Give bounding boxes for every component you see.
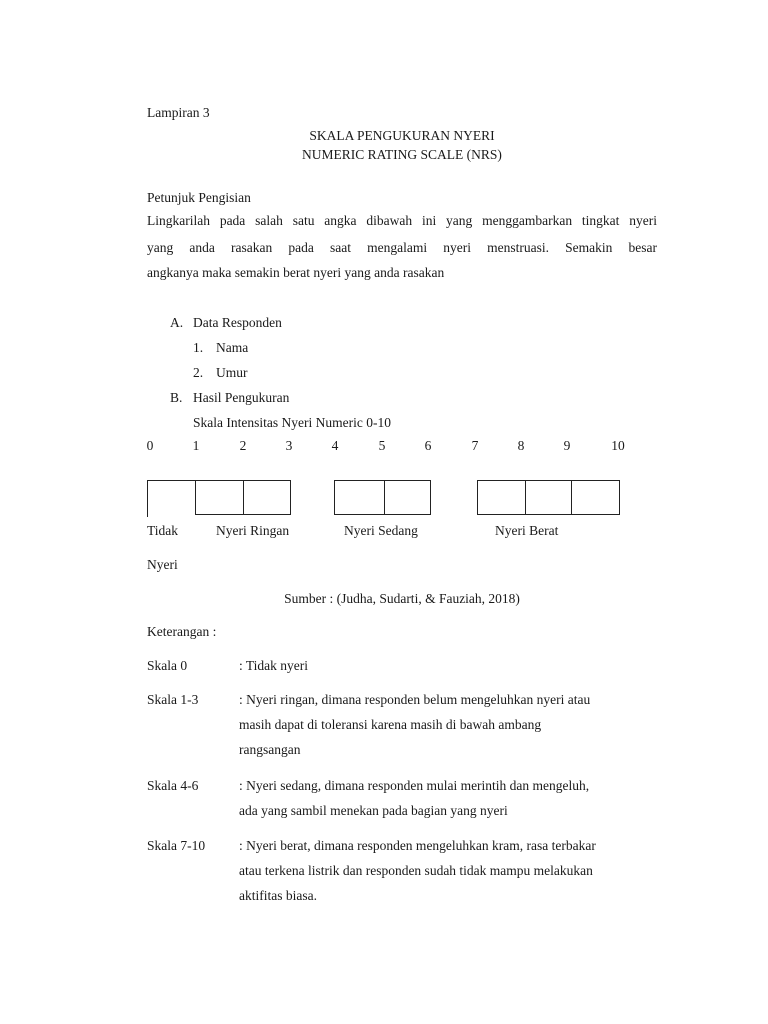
legend-term: Skala 7-10 [147,838,206,853]
label-severe-pain: Nyeri Berat [495,523,559,538]
scale-number[interactable]: 6 [424,438,432,453]
label-no-pain: Tidak [147,523,179,538]
section-a-marker: A. [170,315,184,330]
document-title: SKALA PENGUKURAN NYERI [309,128,495,143]
instructions-line-1: Lingkarilah pada salah satu angka dibawah ini yang menggambarkan tingkat nyeri [147,213,657,228]
legend-term: Skala 4-6 [147,778,199,793]
scale-number[interactable]: 8 [517,438,525,453]
scale-number[interactable]: 0 [146,438,154,453]
scale-box-none [147,480,195,517]
scale-box-severe [477,480,526,515]
scale-box-moderate [334,480,385,515]
legend-desc: masih dapat di toleransi karena masih di bawah ambang [239,717,542,732]
legend-desc: rangsangan [239,742,301,757]
document-subtitle: NUMERIC RATING SCALE (NRS) [302,147,502,162]
scale-box-moderate [384,480,431,515]
scale-box-mild [195,480,244,515]
scale-title: Skala Intensitas Nyeri Numeric 0-10 [193,415,391,430]
legend-term: Skala 0 [147,658,188,673]
legend-desc: ada yang sambil menekan pada bagian yang nyeri [239,803,508,818]
list-marker: 1. [193,340,204,355]
section-b-label: Hasil Pengukuran [193,390,290,405]
section-a-label: Data Responden [193,315,282,330]
list-marker: 2. [193,365,204,380]
legend-desc: aktifitas biasa. [239,888,317,903]
appendix-label: Lampiran 3 [147,105,210,120]
legend-desc: atau terkena listrik dan responden sudah tidak mampu melakukan [239,863,593,878]
scale-box-severe [525,480,572,515]
scale-number[interactable]: 5 [378,438,386,453]
scale-number[interactable]: 2 [239,438,247,453]
section-b-marker: B. [170,390,183,405]
legend-desc: : Nyeri ringan, dimana responden belum mengeluhkan nyeri atau [239,692,591,707]
instructions-line-2: yang anda rasakan pada saat mengalami nyeri menstruasi. Semakin besar [147,240,657,255]
scale-box-mild [243,480,291,515]
field-age-label: Umur [216,365,248,380]
legend-desc: : Nyeri berat, dimana responden mengeluhkan kram, rasa terbakar [239,838,596,853]
scale-number[interactable]: 4 [331,438,339,453]
field-name-label: Nama [216,340,249,355]
source-citation: Sumber : (Judha, Sudarti, & Fauziah, 2018) [284,591,520,606]
legend-desc: : Tidak nyeri [239,658,309,673]
scale-number[interactable]: 9 [563,438,571,453]
label-mild-pain: Nyeri Ringan [216,523,290,538]
legend-desc: : Nyeri sedang, dimana responden mulai merintih dan mengeluh, [239,778,590,793]
instructions-heading: Petunjuk Pengisian [147,190,251,205]
legend-term: Skala 1-3 [147,692,199,707]
label-moderate-pain: Nyeri Sedang [344,523,418,538]
scale-number[interactable]: 1 [192,438,200,453]
scale-number[interactable]: 10 [611,438,625,453]
instructions-line-3: angkanya maka semakin berat nyeri yang anda rasakan [147,265,445,280]
scale-number[interactable]: 7 [471,438,479,453]
scale-box-severe [571,480,620,515]
legend-heading: Keterangan : [147,624,217,639]
label-no-pain-cont: Nyeri [147,557,178,572]
scale-number[interactable]: 3 [285,438,293,453]
